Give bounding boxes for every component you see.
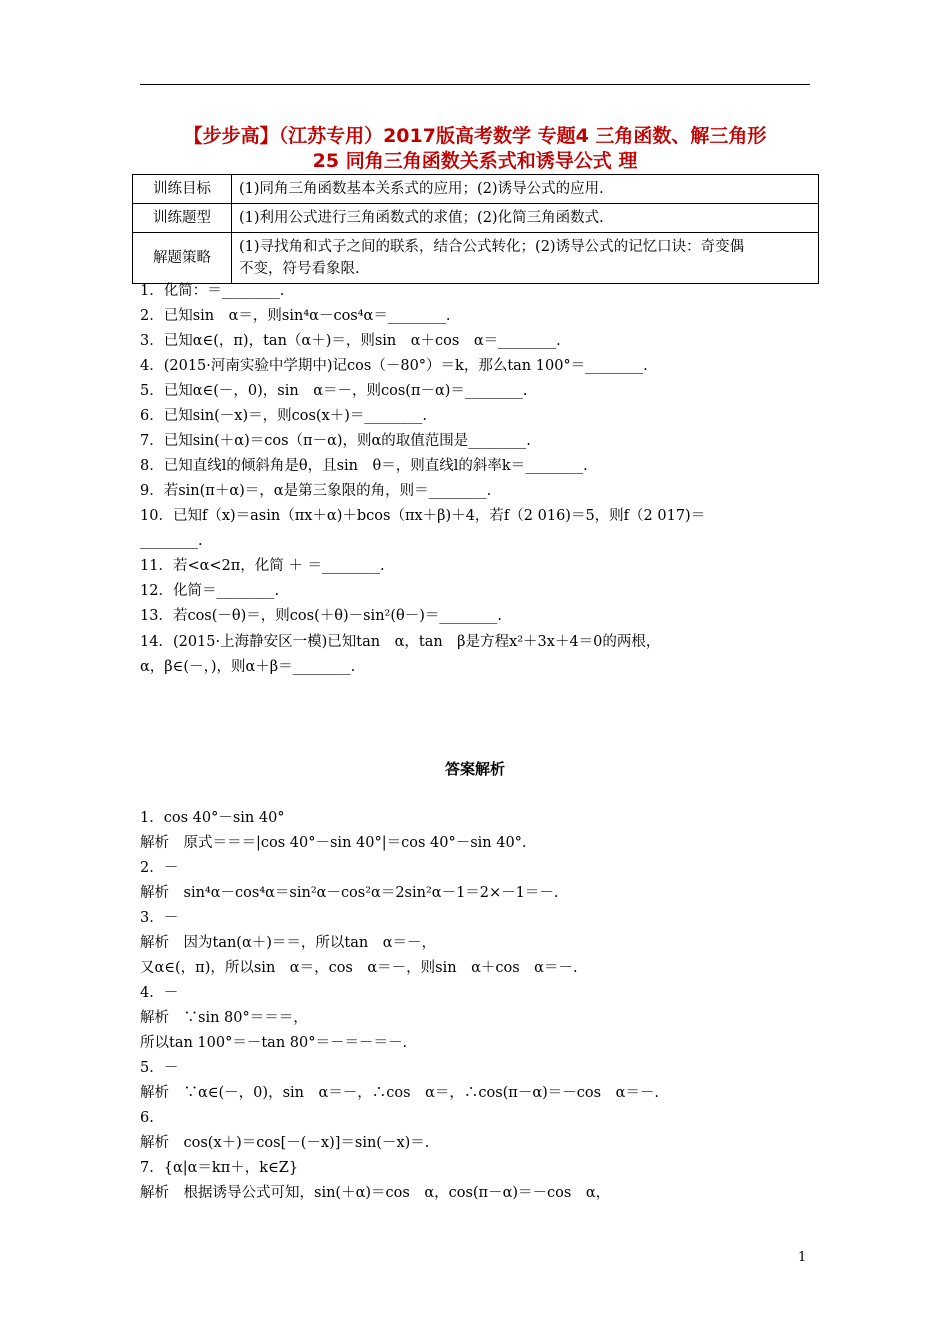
answer-3-analysis: 解析 因为tan(α＋)＝＝，所以tan α＝－， [140, 935, 437, 951]
answer-7: 7．{α|α＝kπ＋，k∈Z} [140, 1160, 299, 1176]
row-label-type: 训练题型 [133, 204, 232, 233]
question-5: 5．已知α∈(－，0)，sin α＝－，则cos(π－α)＝________. [140, 383, 528, 399]
table-row [133, 175, 819, 204]
question-3: 3．已知α∈(，π)，tan（α＋)＝，则sin α＋cos α＝________. [140, 333, 561, 349]
training-info-table [132, 174, 819, 284]
answer-3-analysis-cont: 又α∈(，π)，所以sin α＝，cos α＝－，则sin α＋cos α＝－. [140, 960, 578, 976]
question-2: 2．已知sin α＝，则sin⁴α－cos⁴α＝________. [140, 308, 451, 324]
strategy-line-2: 不变，符号看象限. [239, 261, 360, 277]
document-title-line1: 【步步高】（江苏专用）2017版高考数学 专题4 三角函数、解三角形 [183, 125, 767, 147]
question-14-cont: α，β∈(－，)，则α＋β＝________. [140, 659, 356, 675]
question-4: 4．(2015·河南实验中学期中)记cos（－80°）＝k，那么tan 100°＝________. [140, 358, 648, 374]
answer-6-analysis: 解析 cos(x＋)＝cos[－(－x)]＝sin(－x)＝. [140, 1135, 430, 1151]
header-rule [140, 84, 810, 85]
question-6: 6．已知sin(－x)＝，则cos(x＋)＝________. [140, 408, 428, 424]
question-11: 11．若<α<2π，化简 ＋ ＝________. [140, 558, 385, 574]
answer-4-analysis-cont: 所以tan 100°＝－tan 80°＝－＝－＝－. [140, 1035, 408, 1051]
page-number: 1 [798, 1250, 807, 1265]
row-label-goal: 训练目标 [133, 175, 232, 204]
question-14: 14．(2015·上海静安区一模)已知tan α，tan β是方程x²＋3x＋4＝0的两根， [140, 634, 661, 650]
question-1: 1．化简：＝________. [140, 283, 285, 299]
question-10-cont: ________. [140, 533, 203, 549]
question-7: 7．已知sin(＋α)＝cos（π－α)，则α的取值范围是________. [140, 433, 531, 449]
answer-1: 1．cos 40°－sin 40° [140, 810, 285, 826]
question-13: 13．若cos(－θ)＝，则cos(＋θ)－sin²(θ－)＝________. [140, 608, 503, 624]
answer-3: 3．－ [140, 910, 179, 926]
question-9: 9．若sin(π＋α)＝，α是第三象限的角，则＝________. [140, 483, 492, 499]
row-value-strategy [232, 233, 819, 284]
table-row [133, 204, 819, 233]
question-12: 12．化简＝________. [140, 583, 280, 599]
table-row [133, 233, 819, 284]
strategy-line-1: (1)寻找角和式子之间的联系，结合公式转化；(2)诱导公式的记忆口诀：奇变偶 [239, 239, 745, 255]
row-value-goal: (1)同角三角函数基本关系式的应用；(2)诱导公式的应用. [232, 175, 819, 204]
answer-1-analysis: 解析 原式＝＝＝|cos 40°－sin 40°|＝cos 40°－sin 40°. [140, 835, 527, 851]
answer-5: 5．－ [140, 1060, 179, 1076]
answer-6: 6. [140, 1110, 154, 1126]
document-title-line2: 25 同角三角函数关系式和诱导公式 理 [312, 150, 638, 172]
answer-7-analysis: 解析 根据诱导公式可知，sin(＋α)＝cos α，cos(π－α)＝－cos α， [140, 1185, 611, 1201]
answer-5-analysis: 解析 ∵α∈(－，0)，sin α＝－，∴cos α＝，∴cos(π－α)＝－cos α＝－. [140, 1085, 659, 1101]
answer-4-analysis: 解析 ∵sin 80°＝＝＝， [140, 1010, 308, 1026]
answer-2-analysis: 解析 sin⁴α－cos⁴α＝sin²α－cos²α＝2sin²α－1＝2×－1＝－. [140, 885, 559, 901]
row-value-type: (1)利用公式进行三角函数式的求值；(2)化简三角函数式. [232, 204, 819, 233]
question-8: 8．已知直线l的倾斜角是θ，且sin θ＝，则直线l的斜率k＝________. [140, 458, 588, 474]
row-label-strategy: 解题策略 [133, 233, 232, 284]
answers-heading: 答案解析 [444, 760, 505, 778]
answer-4: 4．－ [140, 985, 179, 1001]
question-10: 10．已知f（x)＝asin（πx＋α)＋bcos（πx＋β)＋4，若f（2 016)＝5，则f（2 017)＝ [140, 508, 706, 524]
answer-2: 2．－ [140, 860, 179, 876]
